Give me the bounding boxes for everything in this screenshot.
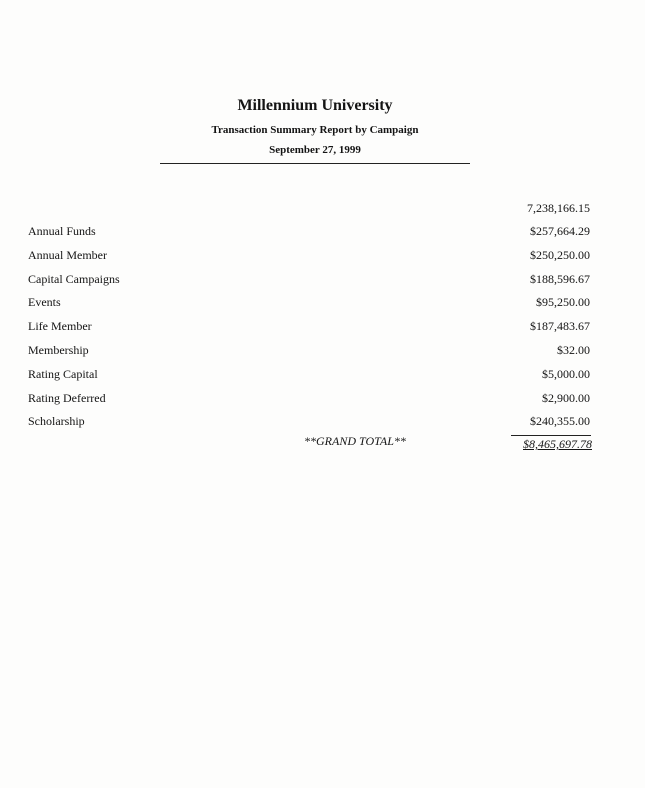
campaign-label: Annual Member — [28, 247, 107, 262]
campaign-amount: $257,664.29 — [530, 224, 590, 238]
campaign-label: Scholarship — [28, 414, 85, 429]
campaign-amount: $250,250.00 — [530, 247, 590, 262]
campaign-row — [0, 295, 645, 319]
campaign-row — [0, 391, 645, 415]
report-title: Transaction Summary Report by Campaign — [211, 124, 419, 136]
campaign-amount: $188,596.67 — [530, 271, 590, 286]
campaign-label: Rating Deferred — [28, 390, 106, 405]
campaign-row — [0, 248, 645, 272]
campaign-row — [0, 367, 645, 391]
campaign-row — [0, 224, 645, 248]
campaign-list — [0, 224, 645, 438]
campaign-row — [0, 319, 645, 343]
total-divider — [511, 435, 591, 436]
campaign-row — [0, 343, 645, 367]
grand-total-label: **GRAND TOTAL** — [304, 434, 406, 448]
grand-total-amount: $8,465,697.78 — [523, 437, 592, 451]
header-divider — [160, 163, 470, 164]
campaign-amount: $240,355.00 — [530, 414, 590, 429]
campaign-amount: $95,250.00 — [536, 295, 590, 310]
campaign-label: Events — [28, 295, 61, 310]
report-date: September 27, 1999 — [269, 144, 361, 156]
campaign-amount: $32.00 — [557, 342, 590, 357]
campaign-label: Capital Campaigns — [28, 271, 120, 286]
campaign-label: Annual Funds — [28, 224, 96, 238]
unlabeled-amount: 7,238,166.15 — [527, 201, 590, 215]
campaign-amount: $187,483.67 — [530, 319, 590, 334]
campaign-label: Membership — [28, 342, 89, 357]
campaign-label: Life Member — [28, 319, 92, 334]
campaign-label: Rating Capital — [28, 366, 98, 381]
campaign-amount: $5,000.00 — [542, 366, 590, 381]
campaign-amount: $2,900.00 — [542, 390, 590, 405]
campaign-row — [0, 272, 645, 296]
organization-title: Millennium University — [237, 97, 393, 114]
